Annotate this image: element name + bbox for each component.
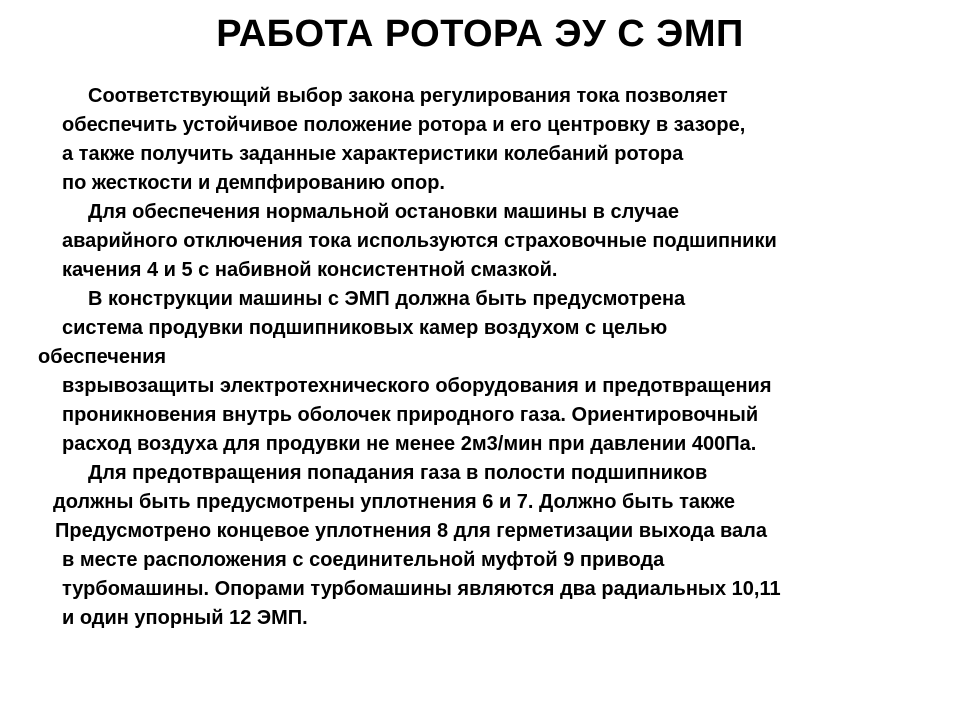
text-line: качения 4 и 5 с набивной консистентной смазкой. xyxy=(62,259,558,281)
text-line: Соответствующий выбор закона регулирования тока позволяет xyxy=(88,85,728,107)
text-line: аварийного отключения тока используются страховочные подшипники xyxy=(62,230,777,252)
text-line: Для обеспечения нормальной остановки машины в случае xyxy=(88,201,680,223)
text-line: турбомашины. Опорами турбомашины являются два радиальных 10,11 xyxy=(62,578,781,600)
slide-title: РАБОТА РОТОРА ЭУ С ЭМП xyxy=(216,13,744,55)
text-line: обеспечения xyxy=(38,346,167,368)
text-line: по жесткости и демпфированию опор. xyxy=(62,172,445,194)
text-line: В конструкции машины с ЭМП должна быть предусмотрена xyxy=(88,288,686,310)
text-line: Для предотвращения попадания газа в полости подшипников xyxy=(88,462,708,484)
text-line: а также получить заданные характеристики колебаний ротора xyxy=(62,143,684,165)
text-line: система продувки подшипниковых камер воздухом с целью xyxy=(62,317,668,339)
text-line: и один упорный 12 ЭМП. xyxy=(62,607,308,629)
text-line: расход воздуха для продувки не менее 2м3/мин при давлении 400Па. xyxy=(62,433,757,455)
text-line: Предусмотрено концевое уплотнения 8 для герметизации выхода вала xyxy=(55,520,768,542)
slide-body xyxy=(0,82,960,633)
text-line: в месте расположения с соединительной муфтой 9 привода xyxy=(62,549,665,571)
text-line: проникновения внутрь оболочек природного газа. Ориентировочный xyxy=(62,404,759,426)
text-line: взрывозащиты электротехнического оборудования и предотвращения xyxy=(62,375,772,397)
text-line: должны быть предусмотрены уплотнения 6 и 7. Должно быть также xyxy=(53,491,736,513)
text-line: обеспечить устойчивое положение ротора и его центровку в зазоре, xyxy=(62,114,746,136)
